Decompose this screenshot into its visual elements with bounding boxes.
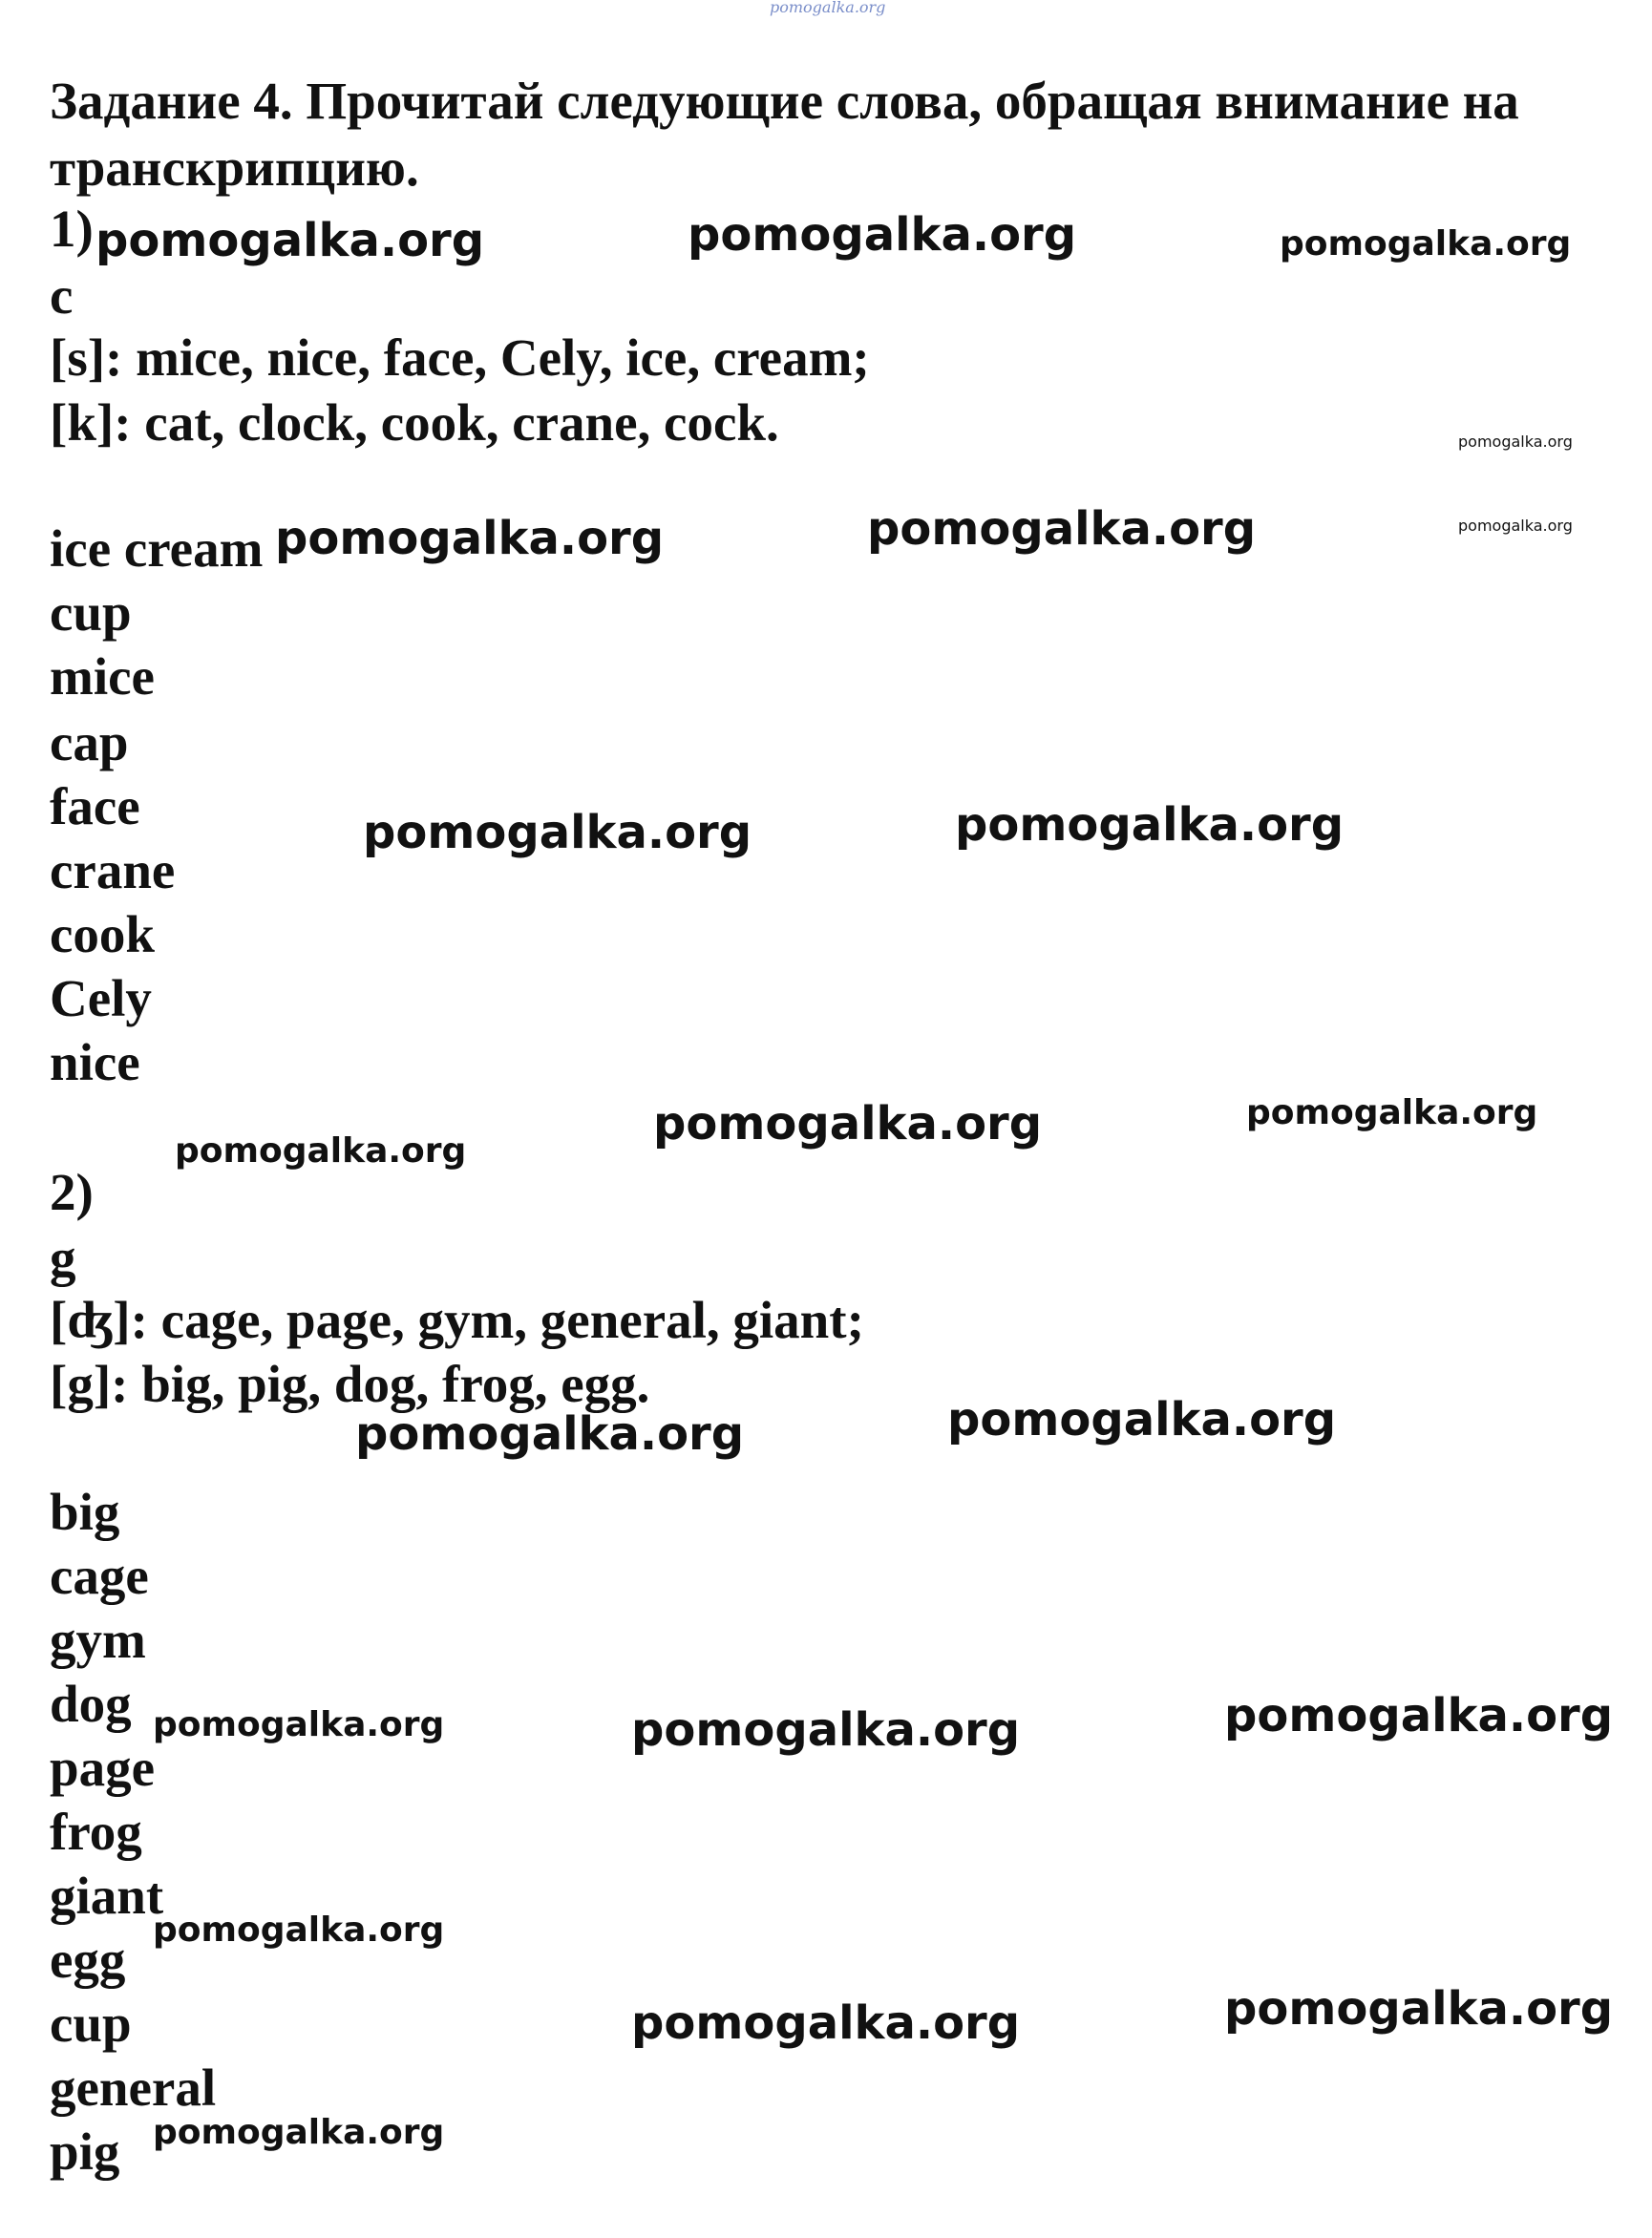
task-title-line2: транскрипцию. (50, 138, 419, 197)
watermark: pomogalka.org (867, 502, 1257, 556)
section2-word: dog (50, 1675, 132, 1733)
section1-rule-s: [s]: mice, nice, face, Cely, ice, cream; (50, 328, 870, 387)
watermark: pomogalka.org (947, 1393, 1337, 1446)
section2-word: pig (50, 2122, 120, 2181)
section2-word: cage (50, 1547, 149, 1605)
section1-word: crane (50, 841, 176, 899)
watermark: pomogalka.org (1458, 433, 1573, 451)
section1-word: Cely (50, 969, 152, 1027)
section1-word: ice cream (50, 519, 264, 578)
watermark: pomogalka.org (1458, 517, 1573, 535)
section2-word: egg (50, 1931, 126, 1989)
watermark: pomogalka.org (153, 2113, 445, 2152)
watermark: pomogalka.org (1280, 224, 1572, 264)
watermark: pomogalka.org (275, 512, 665, 565)
section1-word: face (50, 777, 140, 835)
section2-word: cup (50, 1995, 132, 2053)
section2-word: page (50, 1739, 155, 1797)
section2-rule-dz: [ʤ]: cage, page, gym, general, giant; (50, 1291, 864, 1349)
watermark: pomogalka.org (153, 1911, 445, 1950)
watermark: pomogalka.org (175, 1131, 467, 1171)
section1-word: cap (50, 713, 129, 771)
watermark-top: pomogalka.org (770, 0, 886, 16)
watermark: pomogalka.org (363, 806, 752, 859)
section1-word: cup (50, 583, 132, 642)
section2-word: general (50, 2059, 217, 2117)
section1-word: mice (50, 647, 155, 706)
watermark: pomogalka.org (1224, 1982, 1614, 2036)
section1-number: 1) (50, 200, 94, 258)
watermark: pomogalka.org (955, 798, 1345, 852)
section2-word: gym (50, 1611, 146, 1669)
task-title-line1: Задание 4. Прочитай следующие слова, обращая внимание на (50, 72, 1519, 130)
section1-letter: c (50, 266, 74, 325)
section2-rule-g: [g]: big, pig, dog, frog, egg. (50, 1355, 650, 1413)
watermark: pomogalka.org (153, 1705, 445, 1744)
section2-word: giant (50, 1867, 164, 1925)
watermark: pomogalka.org (631, 1996, 1021, 2050)
section2-word: big (50, 1483, 120, 1541)
section2-number: 2) (50, 1163, 94, 1221)
section2-word: frog (50, 1803, 142, 1861)
section2-letter: g (50, 1229, 76, 1287)
watermark: pomogalka.org (1224, 1689, 1614, 1742)
section1-rule-k: [k]: cat, clock, cook, crane, cock. (50, 393, 779, 452)
watermark: pomogalka.org (95, 214, 485, 267)
section1-word: cook (50, 905, 155, 963)
section1-word: nice (50, 1033, 140, 1091)
watermark: pomogalka.org (688, 208, 1077, 262)
watermark: pomogalka.org (631, 1703, 1021, 1757)
watermark: pomogalka.org (355, 1407, 745, 1461)
watermark: pomogalka.org (1246, 1093, 1538, 1132)
watermark: pomogalka.org (653, 1097, 1043, 1151)
